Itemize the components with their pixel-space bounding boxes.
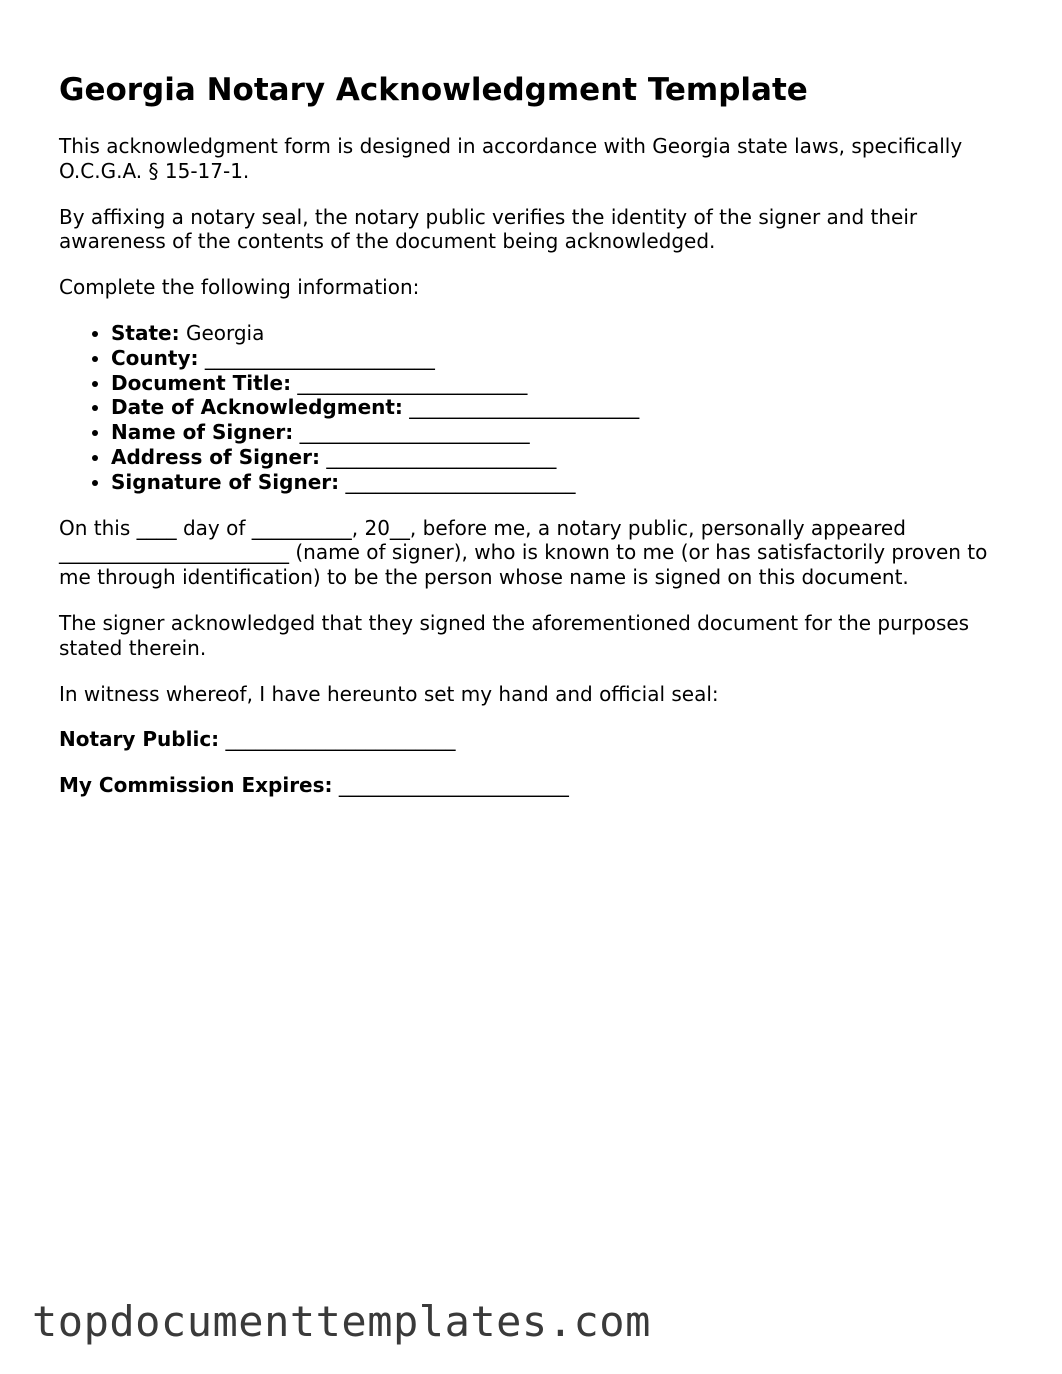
instruction-text: Complete the following information: xyxy=(59,275,420,300)
field-name-of-signer xyxy=(111,420,1019,445)
notary-public-blank: _______________________ xyxy=(219,727,456,752)
fields-list xyxy=(59,321,1019,495)
field-label: Document Title: xyxy=(111,370,292,395)
commission-expires-line xyxy=(59,773,1019,798)
field-state xyxy=(111,321,1019,346)
acknowledgment-statement: On this ____ day of __________, 20__, before me, a notary public, personally appeared _______________________ (name of signer), who is known to me (or has satisfactorily proven to me through identification) to be the person whose name is signed on this document. xyxy=(59,515,988,590)
field-label: County: xyxy=(111,345,199,370)
field-blank: _______________________ xyxy=(339,469,576,494)
field-blank: _______________________ xyxy=(319,444,557,469)
field-value: Georgia xyxy=(179,320,265,345)
site-watermark: topdocumenttemplates.com xyxy=(32,1297,651,1346)
acknowledgment-paragraph: The signer acknowledged that they signed the aforementioned document for the purposes stated therein. xyxy=(59,610,970,660)
field-document-title xyxy=(111,371,1019,396)
document-title: Georgia Notary Acknowledgment Template xyxy=(59,72,808,108)
witness-paragraph: In witness whereof, I have hereunto set my hand and official seal: xyxy=(59,681,719,706)
field-signature-of-signer xyxy=(111,470,1019,495)
field-label: Name of Signer: xyxy=(111,420,294,445)
field-label: State: xyxy=(111,320,180,345)
commission-expires-label: My Commission Expires: xyxy=(59,773,333,798)
notary-public-label: Notary Public: xyxy=(59,727,220,752)
field-label: Signature of Signer: xyxy=(111,469,340,494)
field-blank: _______________________ xyxy=(293,420,530,445)
seal-paragraph: By affixing a notary seal, the notary public verifies the identity of the signer and their awareness of the contents of the document being acknowledged. xyxy=(59,204,918,254)
field-blank: _______________________ xyxy=(198,345,435,370)
field-date-of-acknowledgment xyxy=(111,395,1019,420)
field-blank: _______________________ xyxy=(291,370,528,395)
notary-public-line xyxy=(59,727,1019,752)
field-label: Address of Signer: xyxy=(111,444,320,469)
document-page xyxy=(59,70,1019,819)
field-county xyxy=(111,346,1019,371)
field-address-of-signer xyxy=(111,445,1019,470)
field-label: Date of Acknowledgment: xyxy=(111,395,403,420)
field-blank: _______________________ xyxy=(402,395,640,420)
commission-expires-blank: _______________________ xyxy=(332,773,569,798)
intro-paragraph: This acknowledgment form is designed in accordance with Georgia state laws, specifically O.C.G.A. § 15-17-1. xyxy=(59,134,963,183)
